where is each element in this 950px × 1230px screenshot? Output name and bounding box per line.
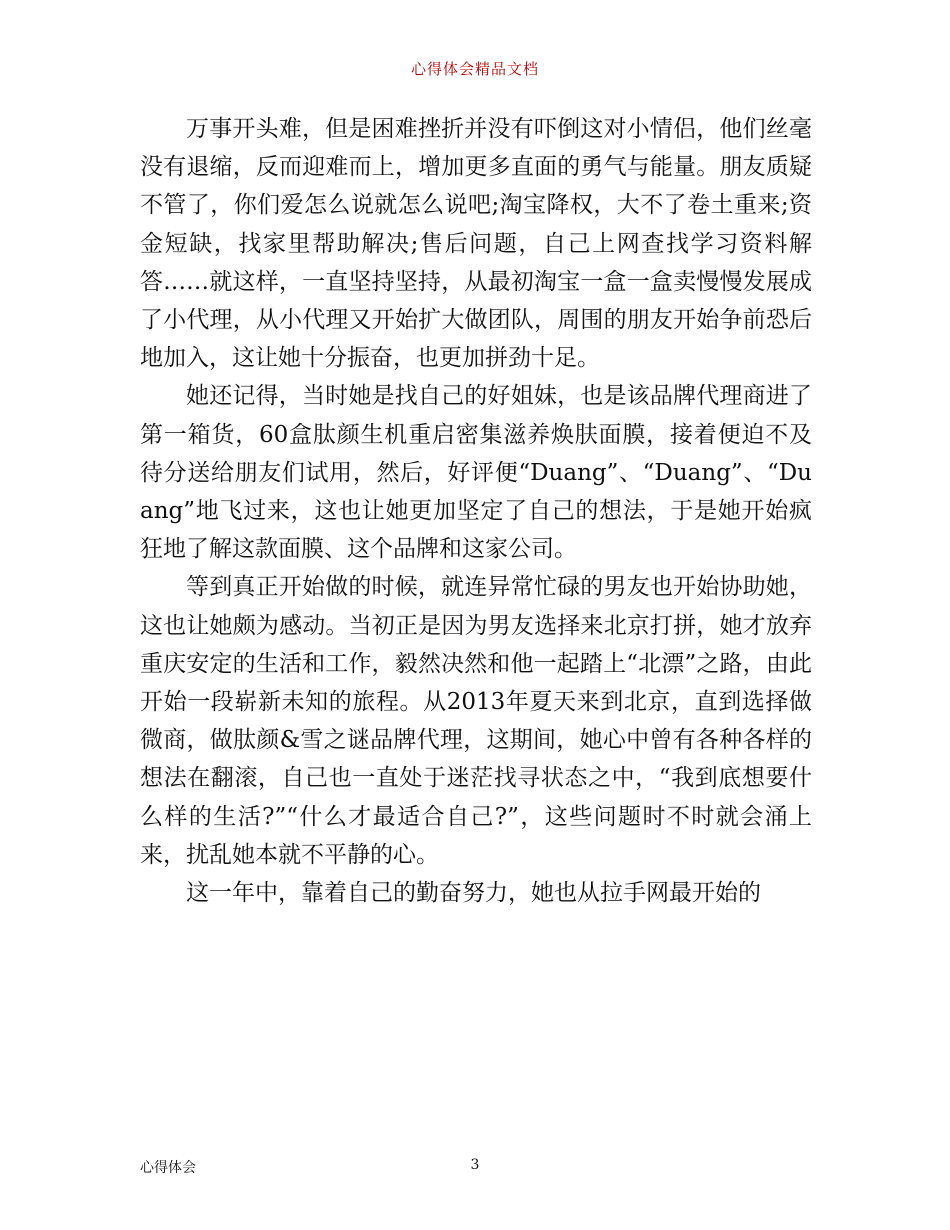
paragraph-2: 她还记得，当时她是找自己的好姐妹，也是该品牌代理商进了第一箱货，60盒肽颜生机重启密集滋养焕肤面膜，接着便迫不及待分送给朋友们试用，然后，好评便“Duang”、“Duang”、“Duang”地飞过来，这也让她更加坚定了自己的想法，于是她开始疯狂地了解这款面膜、这个品牌和这家公司。 <box>140 383 812 563</box>
document-body <box>140 110 812 912</box>
page-number: 3 <box>470 1157 480 1173</box>
footer-label: 心得体会 <box>140 1160 196 1176</box>
paragraph-4: 这一年中，靠着自己的勤奋努力，她也从拉手网最开始的 <box>186 880 761 907</box>
header-title: 心得体会精品文档 <box>410 60 539 78</box>
paragraph-1: 万事开头难，但是困难挫折并没有吓倒这对小情侣，他们丝毫没有退缩，反而迎难而上，增加更多直面的勇气与能量。朋友质疑不管了，你们爱怎么说就怎么说吧;淘宝降权，大不了卷土重来;资金短缺，找家里帮助解决;售后问题，自己上网查找学习资料解答……就这样，一直坚持坚持，从最初淘宝一盒一盒卖慢慢发展成了小代理，从小代理又开始扩大做团队，周围的朋友开始争前恐后地加入，这让她十分振奋，也更加拼劲十足。 <box>140 116 812 372</box>
paragraph-3: 等到真正开始做的时候，就连异常忙碌的男友也开始协助她，这也让她颇为感动。当初正是因为男友选择来北京打拼，她才放弃重庆安定的生活和工作，毅然决然和他一起踏上“北漂”之路，由此开始一段崭新未知的旅程。从2013年夏天来到北京，直到选择做微商，做肽颜&雪之谜品牌代理，这期间，她心中曾有各种各样的想法在翻滚，自己也一直处于迷茫找寻状态之中，“我到底想要什么样的生活?”“什么才最适合自己?”，这些问题时不时就会涌上来，扰乱她本就不平静的心。 <box>140 574 812 868</box>
